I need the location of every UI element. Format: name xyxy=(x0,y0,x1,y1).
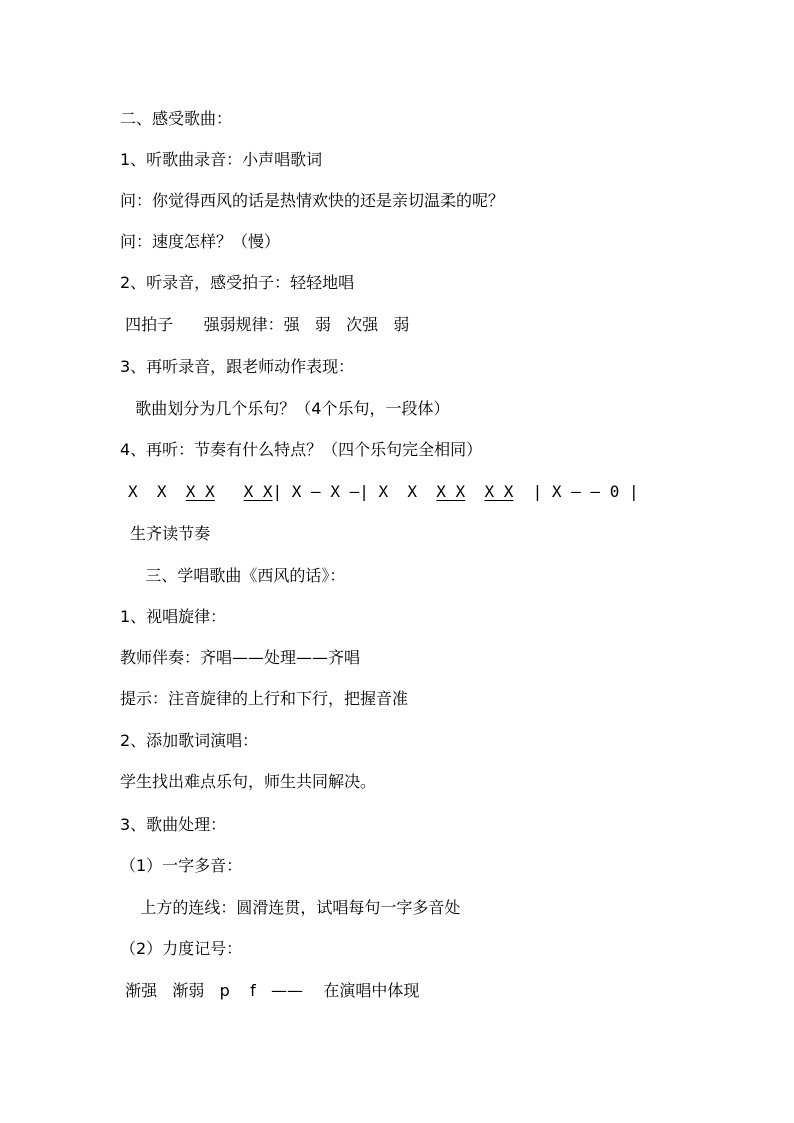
read-rhythm: 生齐读节奏 xyxy=(120,524,211,543)
rhythm-gap-1 xyxy=(215,482,244,501)
step-listen-recording: 1、听歌曲录音：小声唱歌词 xyxy=(120,150,323,169)
step-rhythm-feature: 4、再听：节奏有什么特点？（四个乐句完全相同） xyxy=(120,440,483,459)
item-melisma: （1）一字多音： xyxy=(120,856,243,875)
rhythm-eighths-3: X X xyxy=(436,482,466,501)
step-add-lyrics: 2、添加歌词演唱： xyxy=(120,731,259,750)
beat-pattern: 四拍子 强弱规律：强 弱 次强 弱 xyxy=(120,315,410,334)
question-mood: 问：你觉得西风的话是热情欢快的还是亲切温柔的呢？ xyxy=(120,191,505,210)
rhythm-notation xyxy=(128,481,639,503)
tip-melody: 提示：注音旋律的上行和下行，把握音准 xyxy=(120,689,409,708)
teacher-accompaniment: 教师伴奏：齐唱——处理——齐唱 xyxy=(120,648,361,667)
step-song-treatment: 3、歌曲处理： xyxy=(120,815,227,834)
section-heading-feel-song: 二、感受歌曲： xyxy=(120,109,233,128)
dynamics-markings: 渐强 渐弱 p f —— 在演唱中体现 xyxy=(120,981,420,1000)
difficult-phrases: 学生找出难点乐句，师生共同解决。 xyxy=(120,772,377,791)
rhythm-eighths-2: X X xyxy=(243,482,273,501)
question-tempo: 问：速度怎样？（慢） xyxy=(120,232,281,251)
rhythm-gap-2 xyxy=(465,482,484,501)
rhythm-beats-1: X X xyxy=(128,482,186,501)
phrase-question: 歌曲划分为几个乐句？（4个乐句，一段体） xyxy=(120,399,450,418)
slur-instruction: 上方的连线：圆滑连贯，试唱每句一字多音处 xyxy=(120,898,461,917)
step-follow-teacher: 3、再听录音，跟老师动作表现： xyxy=(120,357,355,376)
step-feel-beat: 2、听录音，感受拍子：轻轻地唱 xyxy=(120,273,355,292)
rhythm-measure-4: | X — — 0 | xyxy=(513,482,639,501)
item-dynamics: （2）力度记号： xyxy=(120,939,243,958)
rhythm-eighths-1: X X xyxy=(185,482,215,501)
step-sight-sing: 1、视唱旋律： xyxy=(120,607,227,626)
rhythm-eighths-4: X X xyxy=(484,482,514,501)
section-heading-learn-song: 三、学唱歌曲《西风的话》： xyxy=(120,566,346,585)
rhythm-measure-2: | X — X —| X X xyxy=(272,482,437,501)
